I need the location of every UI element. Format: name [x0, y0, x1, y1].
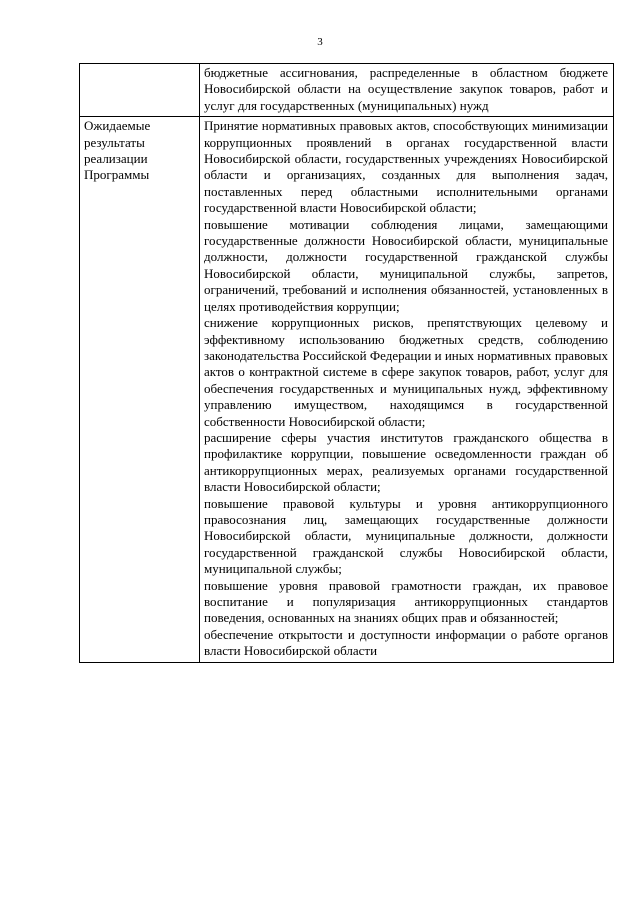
- content-paragraph: повышение правовой культуры и уровня антикоррупционного правосознания лиц, замещающих государственные должности Новосибирской области, муниципальные должности, должности государственной гражданской службы Новосибирской области, муниципальной службы;: [204, 495, 608, 577]
- content-paragraph: повышение уровня правовой грамотности граждан, их правовое воспитание и популяризация антикоррупционных стандартов поведения, основанных на знаниях общих прав и обязанностей;: [204, 577, 608, 626]
- table-row: [80, 117, 614, 662]
- row-label-cell: [80, 64, 200, 117]
- table-row: [80, 64, 614, 117]
- content-paragraph: снижение коррупционных рисков, препятствующих целевому и эффективному использованию бюджетных средств, соблюдению законодательства Российской Федерации и иных нормативных правовых актов о контрактной системе в сфере закупок товаров, работ, услуг для обеспечения государственных и муниципальных нужд, эффективному управлению имуществом, находящимся в государственной собственности Новосибирской области;: [204, 315, 608, 429]
- row-content-cell: [200, 117, 614, 662]
- row-label-cell: Ожидаемые результаты реализации Программы: [80, 117, 200, 662]
- content-paragraph: обеспечение открытости и доступности информации о работе органов власти Новосибирской области: [204, 626, 608, 659]
- content-paragraph: бюджетные ассигнования, распределенные в областном бюджете Новосибирской области на осуществление закупок товаров, работ и услуг для государственных (муниципальных) нужд: [204, 65, 608, 113]
- page-number: 3: [317, 36, 323, 48]
- content-paragraph: расширение сферы участия институтов гражданского общества в профилактике коррупции, повышение осведомленности граждан об антикоррупционных мерах, реализуемых органами государственной власти Новосибирской области;: [204, 429, 608, 495]
- passport-table: [79, 63, 614, 663]
- content-paragraph: повышение мотивации соблюдения лицами, замещающими государственные должности Новосибирской области, муниципальные должности, должности государственной гражданской службы Новосибирской области, муниципальной службы, запретов, ограничений, требований и исполнения обязанностей, установленных в целях противодействия коррупции;: [204, 216, 608, 314]
- row-content-cell: [200, 64, 614, 117]
- content-paragraph: Принятие нормативных правовых актов, способствующих минимизации коррупционных проявлений в органах государственной власти Новосибирской области, государственных учреждениях Новосибирской области и организациях, созданных для выполнения задач, поставленных перед областными исполнительными органами государственной власти Новосибирской области;: [204, 118, 608, 216]
